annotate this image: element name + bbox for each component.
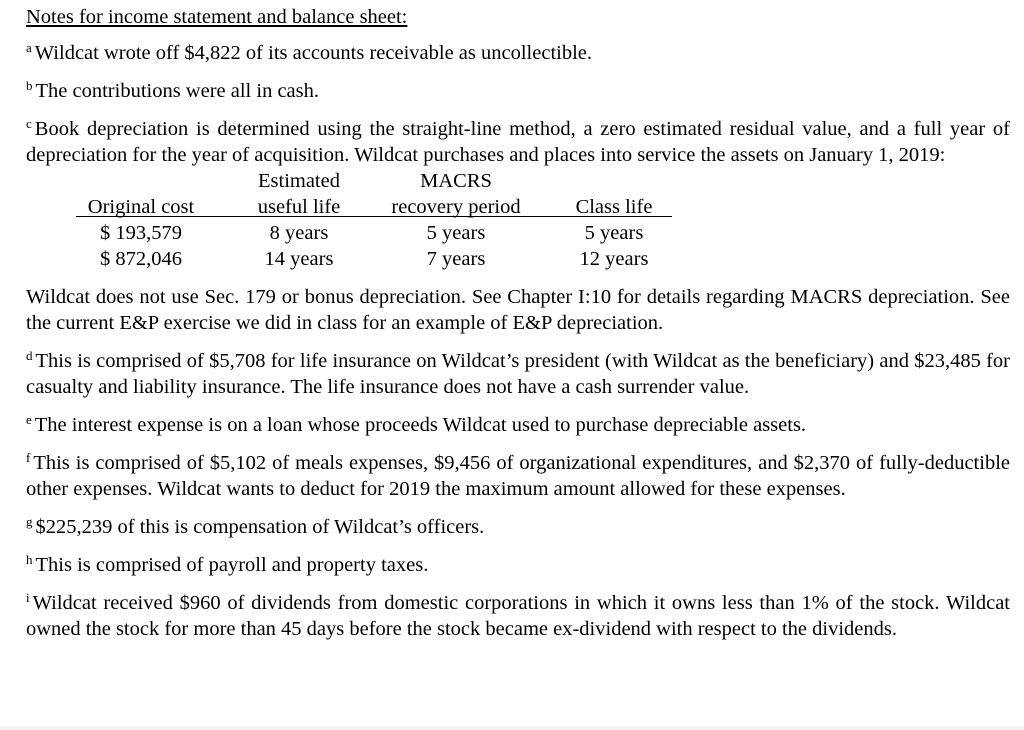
header-useful-life: useful life — [257, 196, 341, 218]
header-recovery-period: recovery period — [391, 196, 521, 218]
note-c-continued: Wildcat does not use Sec. 179 or bonus depreciation. See Chapter I:10 for details regarding MACRS depreciation. See the current E&P exercise we did in class for an example of E&P depreciation. — [26, 286, 1010, 334]
col-useful-life — [248, 168, 350, 272]
col-class-life — [556, 168, 672, 272]
note-c-marker: c — [26, 115, 32, 131]
note-c — [26, 116, 1010, 168]
note-e-text: The interest expense is on a loan whose proceeds Wildcat used to purchase depreciable assets. — [34, 414, 807, 436]
note-d-text: This is comprised of $5,708 for life insurance on Wildcat’s president (with Wildcat as the beneficiary) and $23,485 for casualty and liability insurance. The life insurance does not have a cash surrender value. — [26, 350, 1010, 398]
table-cell: 7 years — [426, 248, 486, 270]
table-cell: 12 years — [579, 248, 649, 270]
notes-title: Notes for income statement and balance sheet: — [26, 6, 408, 28]
note-c-text: Book depreciation is determined using the straight-line method, a zero estimated residual value, and a full year of depreciation for the year of acquisition. Wildcat purchases and places into service the assets on January 1, 2019: — [26, 118, 1010, 166]
note-a-marker: a — [26, 39, 32, 55]
note-a — [26, 40, 1010, 66]
table-cell: 14 years — [264, 248, 334, 270]
table-cell: $ 872,046 — [100, 248, 182, 270]
table-cell: 5 years — [426, 222, 486, 244]
note-e — [26, 412, 1010, 438]
note-g — [26, 514, 1010, 540]
note-f-marker: f — [26, 449, 31, 465]
header-line1 — [556, 168, 672, 194]
note-i — [26, 590, 1010, 642]
table-cell: 5 years — [584, 222, 644, 244]
col-macrs-recovery — [380, 168, 532, 272]
note-a-text: Wildcat wrote off $4,822 of its accounts receivable as uncollectible. — [34, 42, 593, 64]
note-d-marker: d — [26, 347, 33, 363]
note-i-text: Wildcat received $960 of dividends from domestic corporations in which it owns less than 1% of the stock. Wildcat owned the stock for more than 45 days before the stock became ex-dividend with respect to the dividends. — [26, 592, 1010, 640]
header-estimated: Estimated — [258, 170, 340, 192]
notes-document — [26, 4, 1010, 654]
note-g-marker: g — [26, 513, 33, 529]
header-line1 — [76, 168, 206, 194]
header-macrs: MACRS — [420, 170, 492, 192]
note-f — [26, 450, 1010, 502]
note-h — [26, 552, 1010, 578]
table-cell: $ 193,579 — [100, 222, 182, 244]
table-cell: 8 years — [269, 222, 329, 244]
note-b — [26, 78, 1010, 104]
note-f-text: This is comprised of $5,102 of meals expenses, $9,456 of organizational expenditures, and $2,370 of fully-deductible other expenses. Wildcat wants to deduct for 2019 the maximum amount allowed for these expenses. — [26, 452, 1010, 500]
note-h-text: This is comprised of payroll and property taxes. — [35, 554, 429, 576]
note-i-marker: i — [26, 589, 30, 605]
col-original-cost — [76, 168, 206, 272]
asset-table — [26, 168, 1010, 276]
note-d — [26, 348, 1010, 400]
note-g-text: $225,239 of this is compensation of Wildcat’s officers. — [35, 516, 485, 538]
note-e-marker: e — [26, 411, 32, 427]
bottom-edge — [0, 726, 1024, 730]
note-b-text: The contributions were all in cash. — [35, 80, 319, 102]
header-class-life: Class life — [575, 196, 653, 218]
header-original-cost: Original cost — [87, 196, 195, 218]
note-b-marker: b — [26, 77, 33, 93]
note-h-marker: h — [26, 551, 33, 567]
